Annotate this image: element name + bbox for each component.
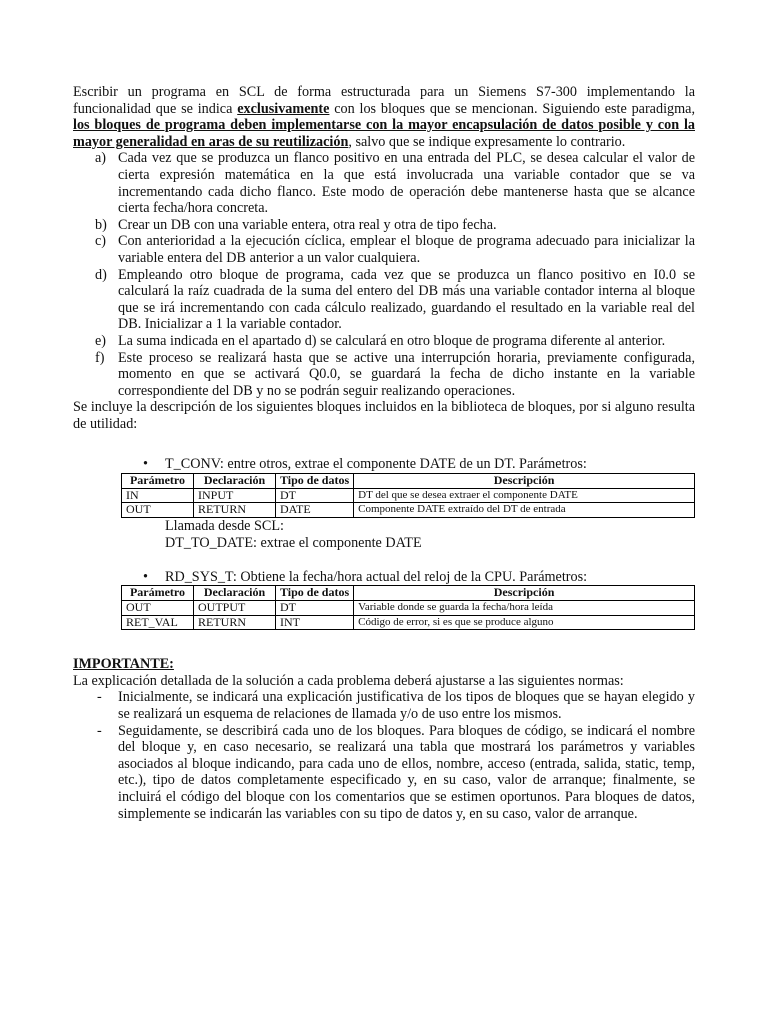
- table-cell: DT del que se desea extraer el componente DATE: [354, 488, 695, 503]
- task-item-f: [73, 350, 695, 400]
- scl-call-label: Llamada desde SCL:: [165, 517, 284, 534]
- bullet-icon: •: [143, 456, 148, 473]
- task-marker: c): [95, 233, 107, 250]
- intro-text-3: , salvo que se indique expresamente lo contrario.: [348, 133, 626, 150]
- column-header: Tipo de datos: [276, 474, 354, 489]
- t-conv-params-table: [121, 473, 695, 518]
- intro-emphasis-exclusively: exclusivamente: [237, 100, 330, 117]
- table-cell: RETURN: [194, 503, 276, 518]
- table-cell: DT: [276, 601, 354, 616]
- table-cell: IN: [122, 488, 194, 503]
- table-cell: OUT: [122, 601, 194, 616]
- table-cell: Componente DATE extraído del DT de entrada: [354, 503, 695, 518]
- rule-text: Seguidamente, se describirá cada uno de los bloques. Para bloques de código, se indicará el nombre del bloque y, en caso necesario, se realizará una tabla que mostrará los parámetros y variables asociados al bloque indicando, para cada uno de ellos, nombre, acceso (entrada, salida, static, temp, etc.), tipo de datos completamente especificado y, en su caso, valor de arranque; finalmente, se incluirá el código del bloque con los comentarios que se estimen oportunos. Para bloques de datos, simplemente se indicarán las variables con su tipo de datos y, en su caso, valor de arranque.: [118, 722, 695, 822]
- column-header: Declaración: [194, 586, 276, 601]
- document-body: [73, 84, 695, 822]
- task-list: [73, 150, 695, 399]
- table-cell: RETURN: [194, 615, 276, 630]
- table-cell: OUT: [122, 503, 194, 518]
- column-header: Declaración: [194, 474, 276, 489]
- task-marker: b): [95, 216, 107, 233]
- column-header: Tipo de datos: [276, 586, 354, 601]
- intro-paragraph: [73, 84, 695, 150]
- important-rules-list: [73, 689, 695, 822]
- block-title: RD_SYS_T: Obtiene la fecha/hora actual del reloj de la CPU. Parámetros:: [165, 568, 588, 585]
- important-heading: IMPORTANTE:: [73, 656, 174, 673]
- dash-marker: -: [97, 722, 102, 739]
- task-item-a: [73, 150, 695, 216]
- dash-marker: -: [97, 689, 102, 706]
- library-intro: Se incluye la descripción de los siguientes bloques incluidos en la biblioteca de bloques, por si alguno resulta de utilidad:: [73, 399, 695, 432]
- column-header: Descripción: [354, 586, 695, 601]
- table-cell: DATE: [276, 503, 354, 518]
- table-row: [122, 615, 695, 630]
- table-cell: DT: [276, 488, 354, 503]
- task-text: Con anterioridad a la ejecución cíclica, emplear el bloque de programa adecuado para inicializar la variable entera del DB anterior a un valor cualquiera.: [118, 233, 695, 266]
- table-cell: Código de error, si es que se produce alguno: [354, 615, 695, 630]
- table-row: [122, 601, 695, 616]
- table-header-row: [122, 586, 695, 601]
- block-t-conv-title: [73, 456, 695, 473]
- task-marker: a): [95, 150, 107, 167]
- column-header: Parámetro: [122, 474, 194, 489]
- column-header: Parámetro: [122, 586, 194, 601]
- task-item-e: [73, 333, 695, 350]
- intro-text-1: Escribir un programa en SCL de forma estructurada para un Siemens S7-300 implementando la funcionalidad que se indica: [73, 84, 695, 117]
- task-text: Crear un DB con una variable entera, otra real y otra de tipo fecha.: [118, 216, 497, 233]
- task-text: Este proceso se realizará hasta que se active una interrupción horaria, previamente configurada, momento en que se activará Q0.0, se guardará la fecha de dicho instante en la variable correspondiente del DB y no se podrán seguir realizando operaciones.: [118, 349, 695, 399]
- task-item-c: [73, 233, 695, 266]
- rule-item: [73, 723, 695, 823]
- block-rd-sys-t-title: [73, 569, 695, 586]
- scl-call-text: DT_TO_DATE: extrae el componente DATE: [165, 534, 422, 551]
- task-marker: e): [95, 332, 107, 349]
- table-cell: OUTPUT: [194, 601, 276, 616]
- table-row: [122, 503, 695, 518]
- rd-sys-t-params-table: [121, 585, 695, 630]
- task-text: Cada vez que se produzca un flanco positivo en una entrada del PLC, se desea calcular el valor de cierta expresión matemática en la que está involucrada una variable contador que se va incrementando cada dicho flanco. Este modo de operación debe mantenerse hasta que se alcance cierta fecha/hora concreta.: [118, 150, 695, 217]
- block-title: T_CONV: entre otros, extrae el componente DATE de un DT. Parámetros:: [165, 456, 587, 473]
- rule-text: Inicialmente, se indicará una explicación justificativa de los tipos de bloques que se hayan elegido y se realizará un esquema de relaciones de llamada y/o de uso entre los mismos.: [118, 689, 695, 722]
- intro-text-2: con los bloques que se mencionan. Siguiendo este paradigma,: [329, 100, 695, 117]
- table-row: [122, 488, 695, 503]
- table-cell: INPUT: [194, 488, 276, 503]
- task-text: Empleando otro bloque de programa, cada vez que se produzca un flanco positivo en I0.0 se calculará la raíz cuadrada de la suma del entero del DB más una variable contador interna al bloque que se irá incrementando con cada cálculo realizado, guardando el resultado en la variable real del DB. Inicializar a 1 la variable contador.: [118, 266, 695, 333]
- table-header-row: [122, 474, 695, 489]
- task-item-d: [73, 267, 695, 333]
- bullet-icon: •: [143, 568, 148, 585]
- task-item-b: [73, 217, 695, 234]
- important-intro: La explicación detallada de la solución a cada problema deberá ajustarse a las siguientes normas:: [73, 672, 624, 689]
- column-header: Descripción: [354, 474, 695, 489]
- task-text: La suma indicada en el apartado d) se calculará en otro bloque de programa diferente al anterior.: [118, 332, 666, 349]
- rule-item: [73, 689, 695, 722]
- task-marker: d): [95, 266, 107, 283]
- table-cell: INT: [276, 615, 354, 630]
- table-cell: RET_VAL: [122, 615, 194, 630]
- intro-emphasis-encapsulation: los bloques de programa deben implementarse con la mayor encapsulación de datos posible y con la mayor generalidad en aras de su reutilización: [73, 117, 695, 150]
- task-marker: f): [95, 349, 105, 366]
- table-cell: Variable donde se guarda la fecha/hora leída: [354, 601, 695, 616]
